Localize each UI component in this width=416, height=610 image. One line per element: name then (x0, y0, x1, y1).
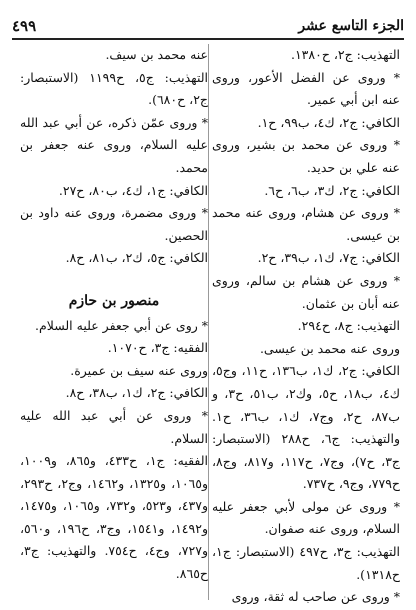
entry-line: التهذيب: ج٢، ح١٣٨٠. (290, 47, 400, 62)
entry-line: * وروى عن محمد بن بشير، وروى عنه علي بن حديد. (212, 137, 400, 175)
right-column (212, 44, 400, 609)
column-divider (208, 44, 209, 600)
entry-line: * وروى مضمرة، وروى عنه داود بن الحصين. (20, 205, 208, 243)
entry-line: الكافي: ج٥، ك٢، ب٨١، ح٨. (65, 250, 208, 266)
entry-line: عنه محمد بن سيف. (105, 47, 208, 62)
page-header (12, 14, 404, 38)
header-rule (12, 38, 404, 40)
entry-line: * وروى عن هشام بن سالم، وروى عنه أبان بن عثمان. (212, 272, 400, 311)
entry-line: الكافي: ج٢، ك٤، ب٩٩، ح١. (257, 114, 400, 130)
entry-line: * وروى عن أبي عبد الله عليه السلام. (20, 407, 208, 446)
entry-line: الفقيه: ج٣، ح١٠٧٠. (107, 340, 208, 356)
entry-line: الفقيه: ج١، ح٤٣٣، و٨٦٥، و١٠٠٩، و١٠٦٥، و١٣٢٥، و١٤٦٢، وج٢، ح٢٩٣، و٤٣٧، و٥٢٣، و٧٣٢، و١٠٦٥، و١٤٧٥، و١٤٩٢، و١٥٤١، وج٣، ح١٩٦، و٥٦٠، و٧٢٧، وج٤، ح٧٥٤. والتهذيب: ج٣، ح٨٦٥. (20, 453, 209, 582)
entry-line: * وروى عن هشام، وروى عنه محمد بن عيسى. (212, 205, 400, 243)
left-column (20, 44, 208, 586)
page-number: ٤٩٩ (12, 17, 37, 35)
entry-line: الكافي: ج٧، ك١، ب٣٩، ح٢. (257, 250, 400, 266)
entry-line: التهذيب: ج٨، ح٢٩٤. (297, 318, 400, 334)
entry-line: التهذيب: ج٥، ح١١٩٩ (الاستبصار: ج٢، ح٦٨٠). (20, 69, 208, 108)
entry-line: التهذيب: ج٣، ح٤٩٧ (الاستبصار: ج١، ح١٣١٨). (212, 544, 401, 582)
entry-line: وروى عنه سيف بن عميرة. (70, 362, 208, 378)
entry-line: وروى عنه محمد بن عيسى. (259, 340, 400, 356)
entry-line: * وروى عن الفضل الأعور، وروى عنه ابن أبي عمير. (212, 69, 400, 108)
entry-line: * وروى عن صاحب له ثقة، وروى (231, 589, 400, 605)
section-title: منصور بن حازم (68, 292, 160, 309)
entry-line: * وروى عمّن ذكره، عن أبي عبد الله عليه السلام، وروى عنه جعفر بن محمد. (20, 114, 208, 175)
entry-line: الكافي: ج٢، ك١، ب٣٨، ح٨. (65, 385, 208, 401)
entry-line: الكافي: ج٢، ك٣، ب٦، ح٦. (264, 182, 400, 198)
running-head: الجزء التاسع عشر (298, 18, 404, 34)
entry-line: * وروى عن مولى لأبي جعفر عليه السلام، وروى عنه صفوان. (212, 498, 400, 537)
entry-line: الكافي: ج٢، ك١، ب١٣٦، ح١١، وج٥، ك٤، ب١٨، ح٥، وك٢، ب٥١، ح٣، و ب٨٧، ح٢، وج٧، ك١، ب٣٦، ح١. والتهذيب: ج٦، ح٢٨٨ (الاستبصار: ج٣، ح٧)، وج٧، ح١١٧، و٨١٧، وج٨، ح٧٧٩، وج٩، ح٧٣٧. (212, 363, 401, 492)
entry-line: * روى عن أبي جعفر عليه السلام. (35, 317, 208, 333)
entry-line: الكافي: ج١، ك٤، ب٨٠، ح٢٧. (58, 182, 208, 198)
